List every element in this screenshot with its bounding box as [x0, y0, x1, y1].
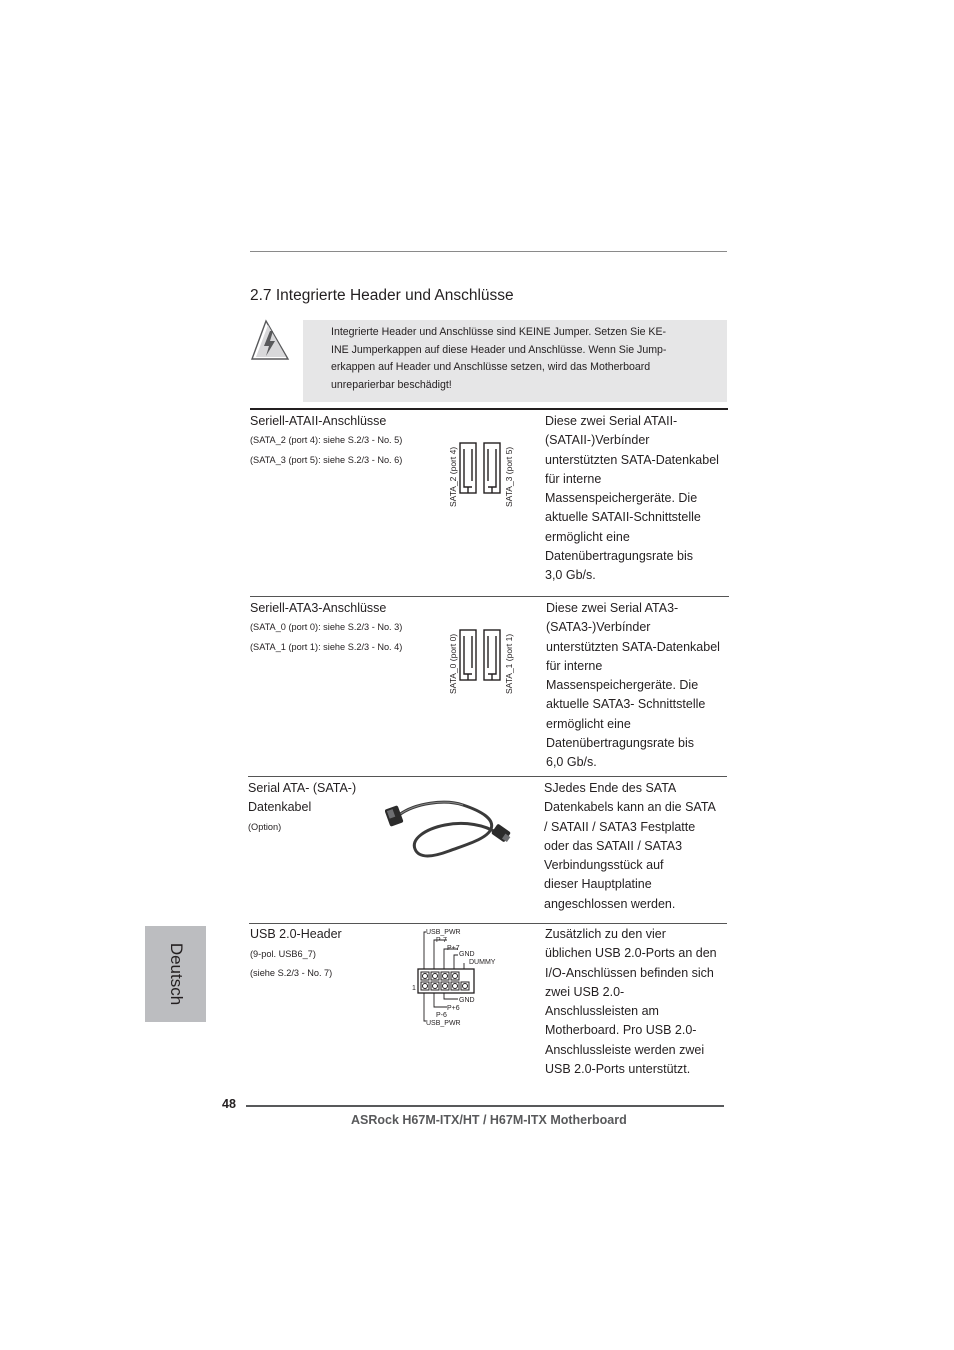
pin-label-p-plus-7: P+7 — [447, 945, 460, 952]
row-divider — [248, 776, 727, 777]
usb-header-pinout-diagram — [412, 925, 508, 1031]
sataii-sub-2: (SATA_3 (port 5): siehe S.2/3 - No. 6) — [250, 455, 403, 465]
desc-line: I/O-Anschlüssen befinden sich — [545, 965, 714, 980]
desc-line: ermöglicht eine — [545, 529, 630, 544]
sataii-connector-diagram — [446, 435, 518, 509]
desc-line: für interne — [545, 471, 602, 486]
desc-line: (SATAII-)Verbínder — [545, 433, 650, 448]
desc-line: zwei USB 2.0- — [545, 984, 625, 999]
desc-line: Anschlussleiste werden zwei — [545, 1042, 705, 1057]
table-top-rule — [250, 408, 728, 410]
desc-line: Diese zwei Serial ATAII- — [545, 414, 678, 428]
usb-header-sub-2: (siehe S.2/3 - No. 7) — [250, 968, 333, 978]
pin-label-p-minus-6: P-6 — [436, 1012, 447, 1019]
desc-line: Diese zwei Serial ATA3- — [546, 601, 679, 615]
sata-cable-description — [544, 779, 716, 914]
warning-line: unreparierbar beschädigt! — [331, 378, 452, 391]
desc-line: unterstützten SATA-Datenkabel — [546, 639, 720, 654]
desc-line: dieser Hauptplatine — [544, 877, 652, 892]
section-title: 2.7 Integrierte Header und Anschlüsse — [250, 287, 514, 304]
pin-label-usb-pwr-bottom: USB_PWR — [426, 1020, 461, 1027]
desc-line: Datenübertragungsrate bis — [545, 549, 694, 564]
usb-header-title: USB 2.0-Header — [250, 927, 342, 941]
sataii-label-right: SATA_3 (port 5) — [504, 446, 514, 507]
warning-text — [331, 324, 691, 394]
row-divider — [249, 923, 727, 924]
warning-icon — [248, 319, 292, 361]
desc-line: SJedes Ende des SATA — [544, 781, 677, 795]
page-number: 48 — [222, 1097, 236, 1111]
desc-line: für interne — [546, 658, 603, 673]
row-divider — [250, 596, 729, 597]
usb-header-sub-1: (9-pol. USB6_7) — [250, 949, 316, 959]
top-divider — [250, 251, 727, 252]
language-side-tab-label: Deutsch — [166, 942, 186, 1006]
pin-label-gnd-top: GND — [459, 951, 475, 958]
desc-line: angeschlossen werden. — [544, 896, 676, 911]
desc-line: Massenspeichergeräte. Die — [546, 678, 699, 693]
sata-cable-title-2: Datenkabel — [248, 800, 312, 814]
footer-rule — [246, 1105, 724, 1107]
sata3-sub-2: (SATA_1 (port 1): siehe S.2/3 - No. 4) — [250, 642, 403, 652]
sata3-label-right: SATA_1 (port 1) — [504, 633, 514, 694]
language-side-tab — [145, 926, 206, 1022]
sataii-description — [545, 412, 719, 586]
sataii-title: Seriell-ATAII-Anschlüsse — [250, 414, 387, 428]
desc-line: üblichen USB 2.0-Ports an den — [545, 946, 717, 961]
pin-label-1: 1 — [412, 985, 416, 992]
desc-line: Anschlussleisten am — [545, 1004, 659, 1019]
sata3-connector-diagram — [446, 622, 518, 696]
desc-line: 6,0 Gb/s. — [546, 755, 597, 770]
desc-line: unterstützten SATA-Datenkabel — [545, 452, 719, 467]
sata-cable-option: (Option) — [248, 822, 282, 832]
sata3-label-left: SATA_0 (port 0) — [448, 633, 458, 694]
warning-line: erkappen auf Header und Anschlüsse setzen, wird das Motherboard — [331, 361, 651, 374]
desc-line: Zusätzlich zu den vier — [545, 927, 666, 941]
pin-label-p-plus-6: P+6 — [447, 1005, 460, 1012]
pin-label-dummy: DUMMY — [469, 959, 496, 966]
desc-line: ermöglicht eine — [546, 716, 631, 731]
desc-line: Motherboard. Pro USB 2.0- — [545, 1023, 697, 1038]
sata3-title: Seriell-ATA3-Anschlüsse — [250, 601, 387, 615]
footer-title: ASRock H67M-ITX/HT / H67M-ITX Motherboard — [351, 1113, 627, 1127]
warning-line: Integrierte Header und Anschlüsse sind KEINE Jumper. Setzen Sie KE- — [331, 326, 667, 338]
desc-line: Datenübertragungsrate bis — [546, 736, 695, 751]
desc-line: aktuelle SATA3- Schnittstelle — [546, 697, 706, 712]
desc-line: oder das SATAII / SATA3 — [544, 838, 683, 853]
sata-cable-title-1: Serial ATA- (SATA-) — [248, 781, 357, 795]
pin-label-usb-pwr-top: USB_PWR — [426, 929, 461, 936]
sataii-label-left: SATA_2 (port 4) — [448, 446, 458, 507]
sata3-description — [546, 599, 720, 773]
warning-line: INE Jumperkappen auf diese Header und Anschlüsse. Wenn Sie Jump- — [331, 343, 667, 356]
desc-line: 3,0 Gb/s. — [545, 568, 596, 583]
sata-cable-image — [385, 795, 515, 865]
sata3-sub-1: (SATA_0 (port 0): siehe S.2/3 - No. 3) — [250, 622, 403, 632]
usb-header-description — [545, 925, 717, 1079]
desc-line: USB 2.0-Ports unterstützt. — [545, 1062, 691, 1077]
pin-label-gnd-bottom: GND — [459, 997, 475, 1004]
desc-line: / SATAII / SATA3 Festplatte — [544, 819, 696, 834]
sataii-sub-1: (SATA_2 (port 4): siehe S.2/3 - No. 5) — [250, 435, 403, 445]
desc-line: (SATA3-)Verbínder — [546, 620, 651, 635]
pin-label-p-minus-7: P-7 — [436, 937, 447, 944]
desc-line: Massenspeichergeräte. Die — [545, 491, 698, 506]
desc-line: Datenkabels kann an die SATA — [544, 800, 716, 815]
desc-line: Verbindungsstück auf — [544, 858, 664, 873]
desc-line: aktuelle SATAII-Schnittstelle — [545, 510, 701, 525]
